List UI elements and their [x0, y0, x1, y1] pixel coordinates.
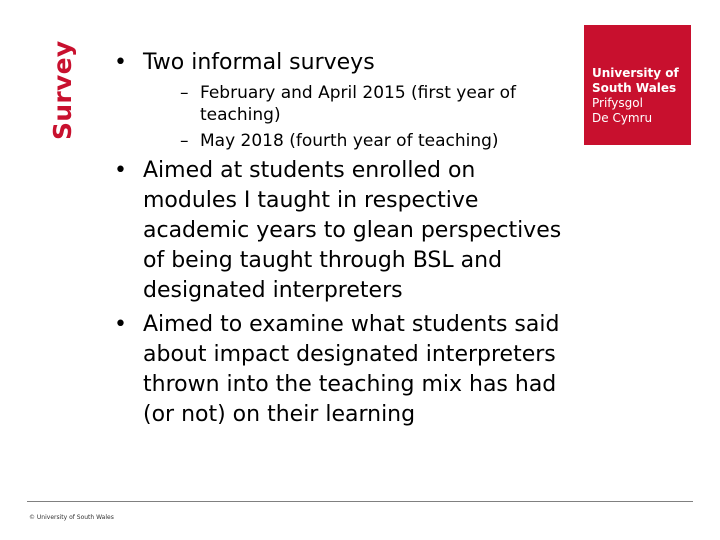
slide-title: Survey: [48, 40, 77, 140]
logo-line-3: Prifysgol: [592, 96, 643, 110]
bullet-glyph: •: [114, 50, 127, 75]
bullet-text: Aimed to examine what students said about impact designated interpreters thrown into the teaching mix has had (or not) on their learning: [143, 312, 560, 427]
sub-bullet-item: [143, 130, 574, 152]
sub-bullet-text: February and April 2015 (first year of teaching): [200, 83, 517, 125]
logo-line-1: University of: [592, 66, 679, 80]
logo-line-2: South Wales: [592, 81, 677, 95]
bullet-glyph: •: [114, 312, 127, 337]
bullet-item: [114, 48, 574, 152]
sub-bullet-item: [143, 82, 574, 126]
bullet-list: [114, 48, 574, 434]
bullet-item: [114, 156, 574, 306]
logo-line-4: De Cymru: [592, 111, 653, 125]
bullet-text: Two informal surveys: [143, 50, 375, 75]
university-logo: [584, 25, 691, 145]
sub-bullet-glyph: –: [180, 131, 189, 151]
bullet-item: [114, 310, 574, 430]
sub-bullet-glyph: –: [180, 83, 189, 103]
sub-bullet-text: May 2018 (fourth year of teaching): [200, 131, 499, 151]
bullet-text: Aimed at students enrolled on modules I taught in respective academic years to glean perspectives of being taught through BSL and designated interpreters: [143, 158, 562, 303]
sub-bullet-list: [143, 82, 574, 152]
footer-copyright: © University of South Wales: [29, 514, 114, 521]
footer-divider: [27, 501, 693, 502]
bullet-glyph: •: [114, 158, 127, 183]
